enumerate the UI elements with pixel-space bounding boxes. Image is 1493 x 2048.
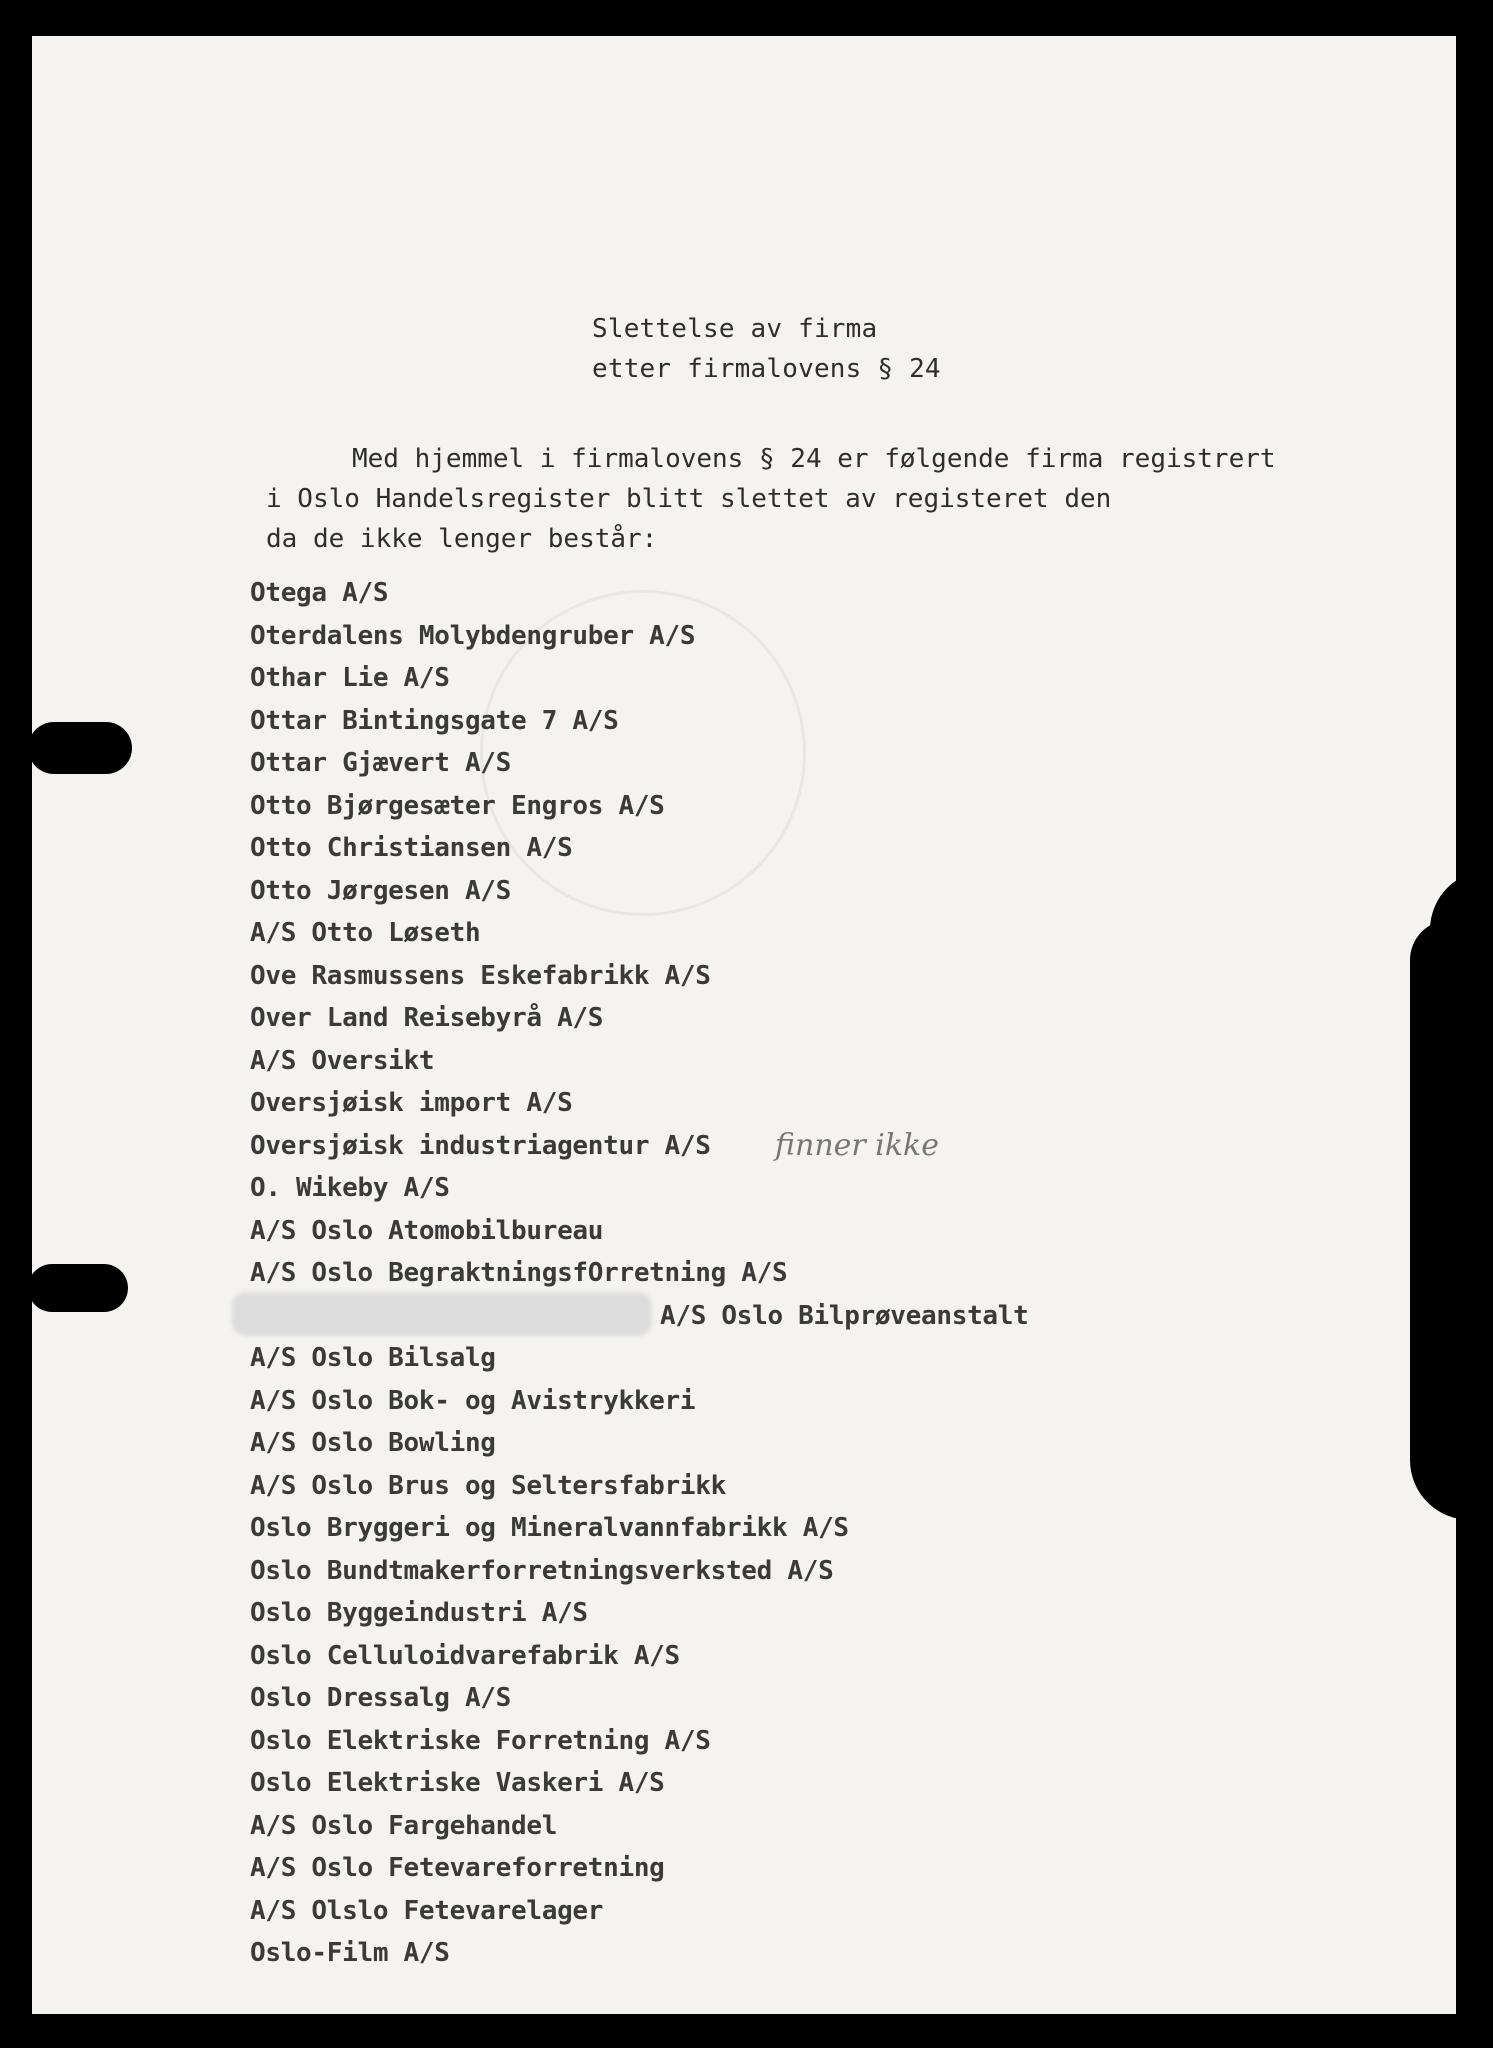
list-item: A/S Oslo Atomobilbureau [250, 1216, 604, 1246]
list-item: A/S Oslo Fargehandel [250, 1811, 558, 1841]
list-item: Otto Christiansen A/S [250, 833, 573, 863]
list-item: Oversjøisk industriagentur A/S [250, 1131, 711, 1161]
list-item: A/S Olslo Fetevarelager [250, 1896, 604, 1926]
heading-line-1: Slettelse av firma [592, 314, 878, 344]
handwritten-note: finner ikke [775, 1128, 939, 1163]
list-item: A/S Oslo Brus og Seltersfabrikk [250, 1471, 726, 1501]
heading-line-2: etter firmalovens § 24 [592, 354, 941, 384]
list-item: Over Land Reisebyrå A/S [250, 1003, 604, 1033]
list-item: A/S Oslo Bilsalg [250, 1343, 496, 1373]
list-item: O. Wikeby A/S [250, 1173, 450, 1203]
list-item: Oslo Elektriske Forretning A/S [250, 1726, 711, 1756]
list-item: Othar Lie A/S [250, 663, 450, 693]
list-item: Oslo Bryggeri og Mineralvannfabrikk A/S [250, 1513, 849, 1543]
list-item: Oversjøisk import A/S [250, 1088, 573, 1118]
list-item: Oslo Celluloidvarefabrik A/S [250, 1641, 680, 1671]
punch-hole [28, 1264, 128, 1312]
intro-line-3: da de ikke lenger består: [266, 524, 658, 554]
list-item: Oslo Bundtmakerforretningsverksted A/S [250, 1556, 834, 1586]
list-item: A/S Oslo Bok- og Avistrykkeri [250, 1386, 696, 1416]
list-item: Ove Rasmussens Eskefabrikk A/S [250, 961, 711, 991]
list-item: A/S Oslo Bowling [250, 1428, 496, 1458]
list-item: A/S Oversikt [250, 1046, 435, 1076]
torn-edge [1410, 920, 1493, 1520]
intro-line-2: i Oslo Handelsregister blitt slettet av registeret den [266, 484, 1112, 514]
list-item: A/S Oslo Fetevareforretning [250, 1853, 665, 1883]
list-item: Otto Bjørgesæter Engros A/S [250, 791, 665, 821]
list-item: Oslo Elektriske Vaskeri A/S [250, 1768, 665, 1798]
list-item: Otto Jørgesen A/S [250, 876, 512, 906]
list-item: A/S Otto Løseth [250, 918, 481, 948]
intro-line-1: Med hjemmel i firmalovens § 24 er følgende firma registrert [352, 444, 1276, 474]
list-item: A/S Oslo BegraktningsfOrretning A/S [250, 1258, 788, 1288]
list-item: Otega A/S [250, 578, 389, 608]
list-item: Oslo Byggeindustri A/S [250, 1598, 588, 1628]
redaction-mark [232, 1292, 652, 1336]
list-item: Ottar Gjævert A/S [250, 748, 512, 778]
list-item: Oslo-Film A/S [250, 1938, 450, 1968]
list-item: Oterdalens Molybdengruber A/S [250, 621, 696, 651]
list-item: Oslo Dressalg A/S [250, 1683, 512, 1713]
list-item: A/S Oslo Bilprøveanstalt [660, 1301, 1029, 1331]
list-item: Ottar Bintingsgate 7 A/S [250, 706, 619, 736]
punch-hole [28, 722, 132, 774]
